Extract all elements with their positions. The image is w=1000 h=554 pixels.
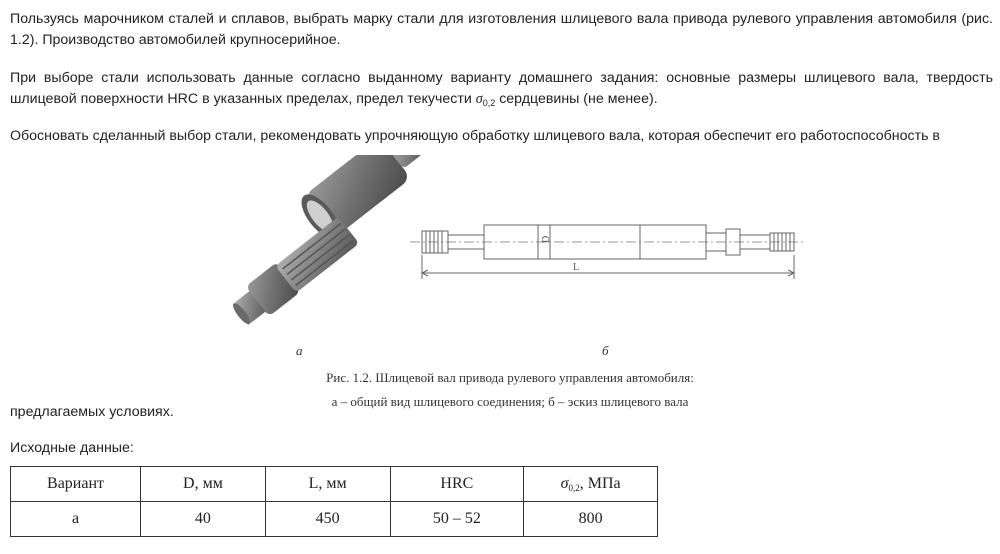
cell-sigma: 800 [524,502,658,537]
paragraph-justify-end: предлагаемых условиях. [10,404,174,420]
figure-spline-shaft [200,155,820,415]
header-sigma-symbol: σ [560,475,569,492]
header-variant: Вариант [11,467,141,502]
figure-caption-title: Рис. 1.2. Шлицевой вал привода рулевого управления автомобиля: [326,370,694,385]
paragraph-requirements-text: При выборе стали использовать данные согласно выданному варианту домашнего задания: основные размеры шлицевого вала, твердость шлицевой поверхности HRC в указанных пределах, предел текучести [10,70,993,107]
cell-variant: а [11,502,141,537]
dim-l-label: L [573,262,580,273]
table-header-row [11,467,658,502]
figure-drawings [200,155,820,355]
header-hrc: HRC [390,467,524,502]
header-sigma-subscript: 0,2 [568,483,580,493]
figure-caption-legend: а – общий вид шлицевого соединения; б – эскиз шлицевого вала [331,394,689,409]
spline-shaft-drawing [227,215,361,331]
paragraph-task: Пользуясь марочником сталей и сплавов, выбрать марку стали для изготовления шлицевого вала привода рулевого управления автомобиля (рис. 1.2). Производство автомобилей крупносерийное. [10,11,993,48]
figure-label-b: б [602,343,609,358]
paragraph-requirements [10,68,993,114]
header-d: D, мм [141,467,266,502]
paragraph-justify: Обосновать сделанный выбор стали, рекомендовать упрочняющую обработку шлицевого вала, которая обеспечит его работоспособность в [10,128,940,144]
cell-l: 450 [265,502,390,537]
cell-d: 40 [141,502,266,537]
source-data-title: Исходные данные: [10,440,134,456]
sigma-symbol: σ [475,91,483,107]
source-data-table [10,466,658,537]
figure-label-a: а [296,343,303,358]
table-row [11,502,658,537]
header-l: L, мм [265,467,390,502]
dim-d-label: D [541,235,552,243]
header-sigma-unit: , МПа [579,475,621,492]
paragraph-requirements-tail: сердцевины (не менее). [495,91,658,107]
header-sigma [524,467,658,502]
cell-hrc: 50 – 52 [390,502,524,537]
sigma-subscript: 0,2 [482,98,496,108]
spline-sleeve-drawing [295,155,443,244]
shaft-sketch [410,225,805,279]
